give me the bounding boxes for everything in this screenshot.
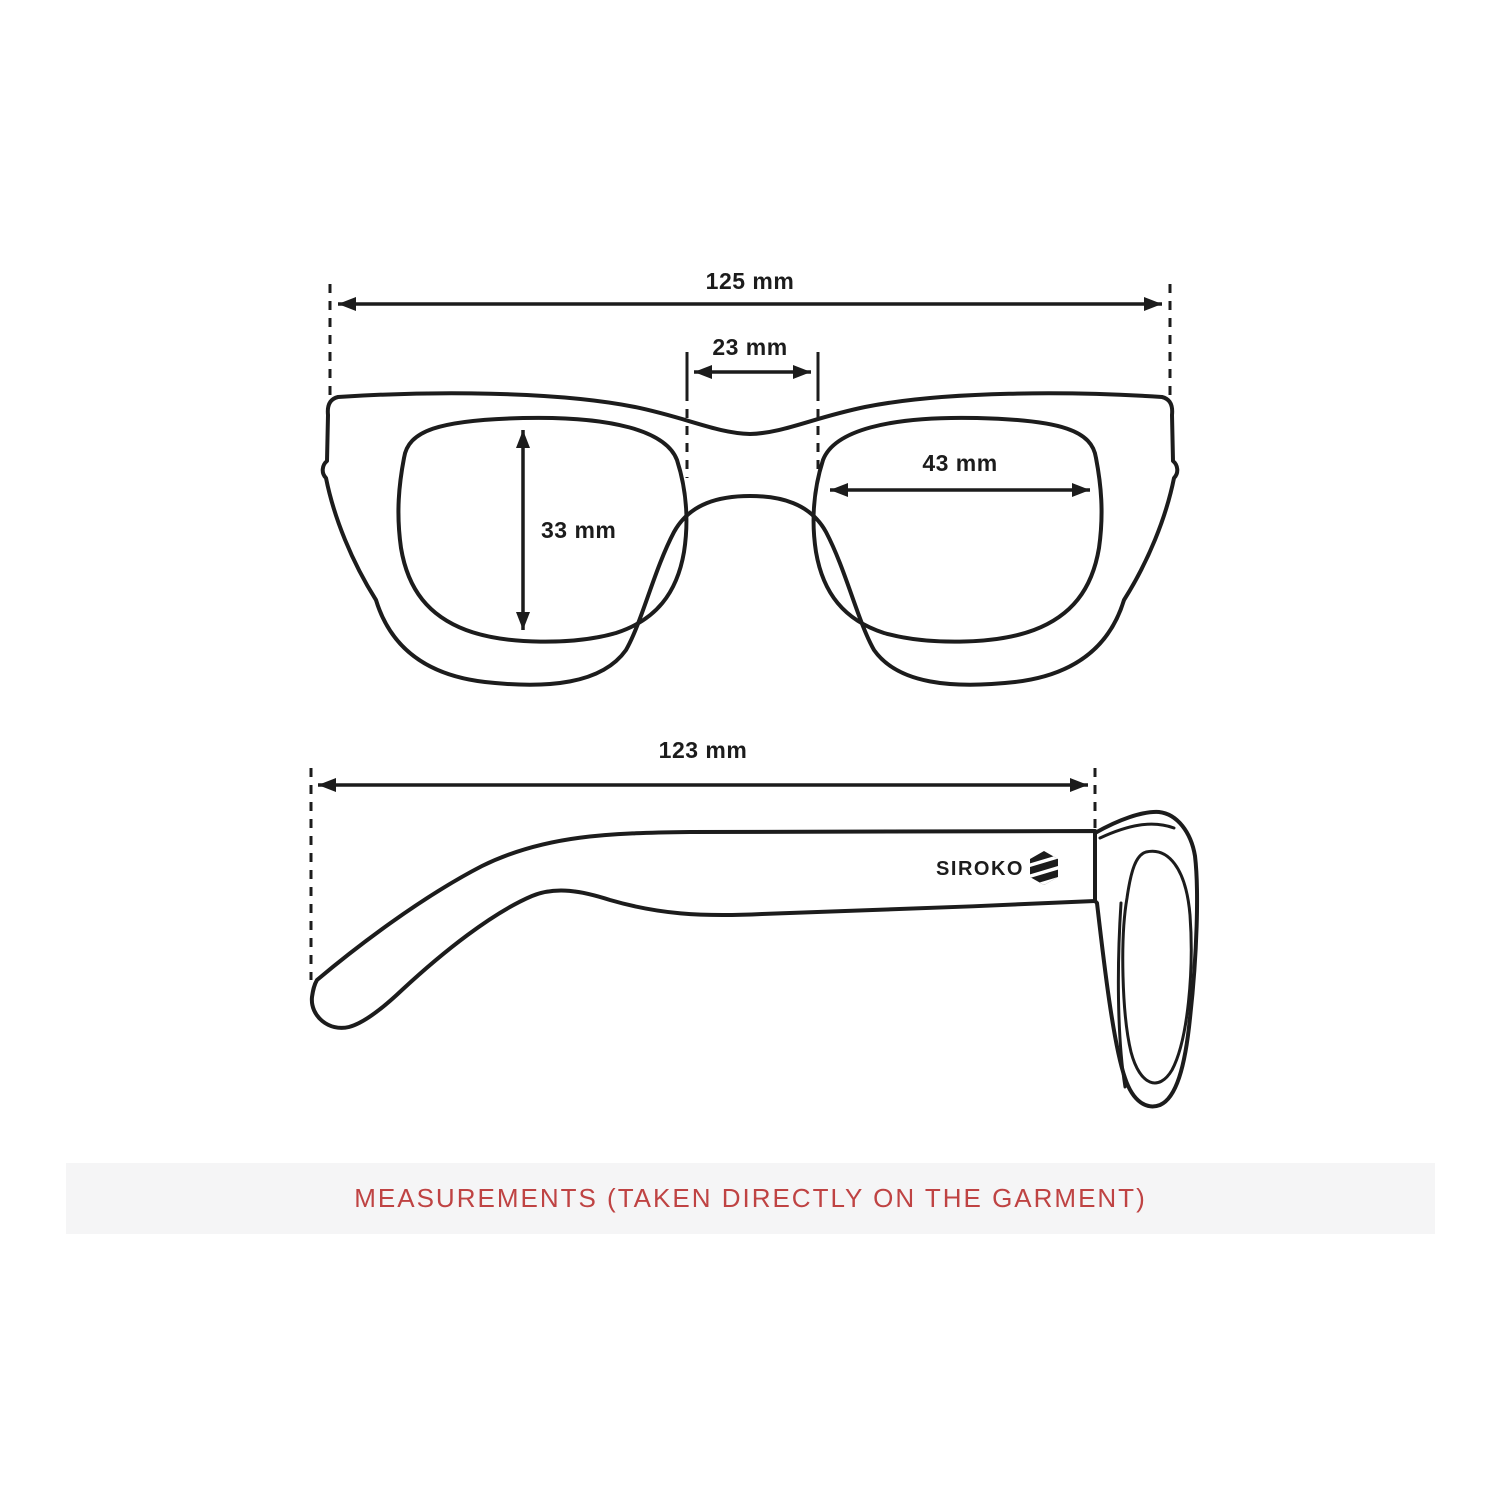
lens-width-dimension bbox=[830, 450, 1090, 490]
measurements-footer-bar bbox=[66, 1163, 1435, 1234]
front-frame-outline bbox=[323, 393, 1178, 684]
lens-height-label: 33 mm bbox=[541, 517, 617, 543]
bridge-width-label: 23 mm bbox=[712, 334, 788, 360]
front-view-drawing bbox=[323, 268, 1178, 685]
side-view-drawing bbox=[311, 737, 1197, 1106]
temple-length-label: 123 mm bbox=[658, 737, 748, 763]
frame-front-profile bbox=[1095, 812, 1197, 1106]
total-width-label: 125 mm bbox=[705, 268, 795, 294]
measurements-footer-text: MEASUREMENTS (TAKEN DIRECTLY ON THE GARMENT) bbox=[354, 1183, 1147, 1213]
brand-logo bbox=[936, 847, 1064, 889]
bridge-width-dimension bbox=[687, 334, 818, 478]
lens-height-dimension bbox=[523, 430, 616, 630]
lens-profile-outline bbox=[1123, 851, 1191, 1083]
lens-width-label: 43 mm bbox=[922, 450, 998, 476]
brand-logo-text: SIROKO bbox=[936, 858, 1024, 880]
brand-logo-icon bbox=[1024, 847, 1064, 889]
